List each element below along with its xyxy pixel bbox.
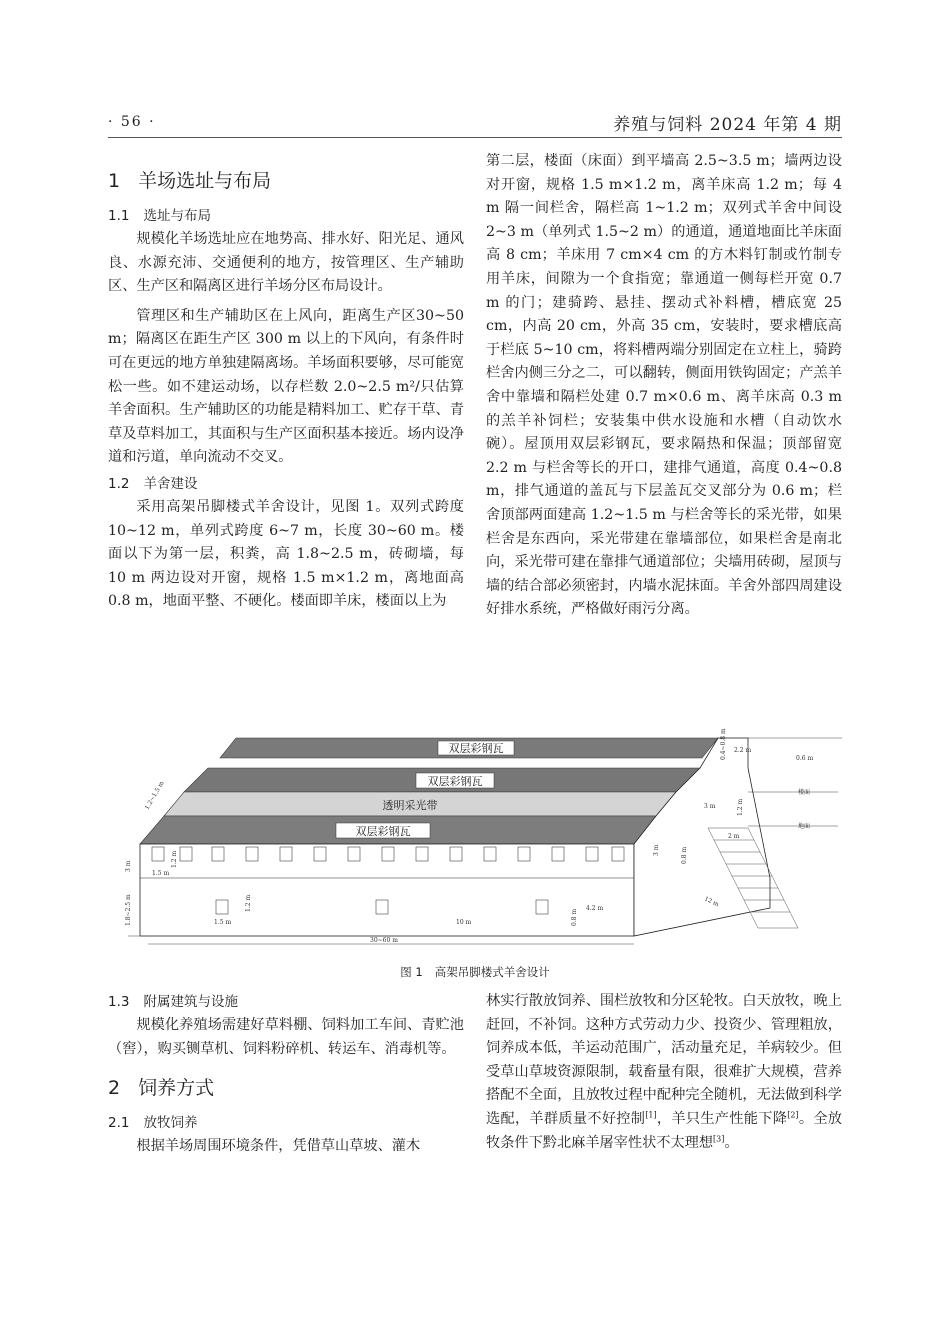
subsection-1-2-heading (108, 472, 464, 496)
subsection-title: 羊舍建设 (143, 475, 198, 492)
subsection-2-1-heading (108, 1111, 464, 1135)
subsection-number: 1.1 (108, 208, 130, 224)
dim-1-2m-c: 1.2 m (245, 894, 252, 912)
dim-1-5-b: 1.5 m (214, 919, 232, 926)
left-column-lower (108, 990, 464, 1159)
dim-10m: 10 m (456, 919, 472, 926)
subsection-1-1-heading (108, 204, 464, 228)
label-ground: 地面 (798, 823, 811, 830)
left-column-upper (108, 160, 464, 614)
section-title: 羊场选址与布局 (138, 170, 272, 192)
dim-12m: 12 m (703, 895, 720, 909)
page-number: · 56 · (108, 114, 156, 130)
dim-1-8: 1.8~2.5 m (125, 894, 132, 926)
dim-2-2: 2.2 m (734, 747, 752, 754)
paragraph: 采用高架吊脚楼式羊舍设计，见图 1。双列式跨度 10~12 m，单列式跨度 6~7 m，长度 30~60 m。楼面以下为第一层，积粪，高 1.8~2.5 m，砖砌墙，每 10 m 两边设对开窗，规格 1.5 m×1.2 m，离地面高 0.8 m，地面平整、不硬化。楼面即羊床，楼面以上为 (108, 498, 464, 610)
section-1-heading (108, 166, 464, 196)
dim-30-60m: 30~60 m (370, 937, 398, 944)
citation-1[interactable]: [1] (645, 1110, 657, 1120)
right-column-upper (486, 150, 842, 622)
dim-1-5-a: 1.5 m (152, 870, 170, 877)
paragraph-text: 林实行散放饲养、围栏放牧和分区轮牧。白天放牧，晚上赶回，不补饲。这种方式劳动力少、投资少、管理粗放，饲养成本低，羊运动范围广，活动量充足，羊病较少。但受草山草坡资源限制，载畜量有限，很难扩大规模，营养搭配不全面，且放牧过程中配种完全随机，无法做到科学选配，羊群质量不好控制 (486, 993, 842, 1127)
paragraph: 规模化羊场选址应在地势高、排水好、阳光足、通风良、水源充沛、交通便利的地方，按管理区、生产辅助区、生产区和隔离区进行羊场分区布局设计。 (108, 231, 464, 295)
caption-text: 高架吊脚楼式羊舍设计 (434, 965, 550, 979)
paragraph-text: 。 (724, 1134, 739, 1151)
paragraph: 管理区和生产辅助区在上风向，距离生产区30~50 m；隔离区在距生产区 300 m 以上的下风向，有条件时可在更远的地方单独建隔离场。羊场面积要够，尽可能宽松一些。如不建运动场，以存栏数 2.0~2.5 m²/只估算羊舍面积。生产辅助区的功能是精料加工、贮存干草、青草及草料加工，其面积与生产区面积基本接近。场内设净道和污道，单向流动不交叉。 (108, 307, 464, 466)
right-column-lower (486, 990, 842, 1155)
journal-title: 养殖与饲料 2024 年第 4 期 (613, 115, 842, 135)
paragraph: 规模化养殖场需建好草料棚、饲料加工车间、青贮池（窖），购买铡草机、饲料粉碎机、转运车、消毒机等。 (108, 1017, 464, 1057)
paragraph: 第二层，楼面（床面）到平墙高 2.5~3.5 m；墙两边设对开窗，规格 1.5 m×1.2 m，离羊床高 1.2 m；每 4 m 隔一间栏舍，隔栏高 1~1.2 m；双列式羊舍中间设 2~3 m（单列式 1.5~2 m）的通道，通道地面比羊床面高 8 cm；羊床用 7 cm×4 cm 的方木料钉制或竹制专用羊床，间隙为一个食指宽；靠通道一侧每栏开宽 0.7 m 的门；建骑跨、悬挂、摆动式补料槽，槽底宽 25 cm，内高 20 cm，外高 35 cm，安装时，要求槽底高于栏底 5~10 cm，将料槽两端分别固定在立柱上，骑跨栏舍内侧三分之二，可以翻转，侧面用铁钩固定；产羔羊舍中靠墙和隔栏处建 0.7 m×0.6 m、离羊床高 0.3 m 的羔羊补饲栏；安装集中供水设施和水槽（自动饮水碗）。屋顶用双层彩钢瓦，要求隔热和保温；顶部留宽 2.2 m 与栏舍等长的开口，建排气通道，高度 0.4~0.8 m，排气通道的盖瓦与下层盖瓦交叉部分为 0.6 m；栏舍顶部两面建高 1.2~1.5 m 与栏舍等长的采光带，如果栏舍是东西向，采光带建在靠墙部位，如果栏舍是南北向，采光带可建在靠排气通道部位；尖墙用砖砌，屋顶与墙的结合部必须密封，内墙水泥抹面。羊舍外部四周建设好排水系统，严格做好雨污分离。 (486, 153, 842, 618)
section-number: 2 (108, 1077, 121, 1100)
dim-light: 1.2~1.5 m (143, 780, 166, 811)
citation-3[interactable]: [3] (713, 1133, 725, 1143)
subsection-number: 2.1 (108, 1115, 130, 1132)
roof-upper-label: 双层彩钢瓦 (427, 775, 483, 788)
paragraph (486, 990, 842, 1155)
label-floor: 楼面 (798, 789, 811, 796)
dim-1-2m-v: 1.2 m (737, 798, 744, 816)
dim-3m-left: 3 m (125, 860, 132, 872)
dim-3m-top: 3 m (704, 803, 716, 810)
barn-diagram (108, 728, 842, 960)
upper-windows (152, 847, 624, 861)
dim-0-6: 0.6 m (796, 755, 814, 762)
roof-top-label: 双层彩钢瓦 (448, 742, 504, 755)
skylight-label: 透明采光带 (382, 799, 438, 812)
dim-3m-side: 3 m (653, 844, 660, 856)
dim-1-2m-b: 1.2 m (171, 850, 178, 868)
paragraph-text: ，羊只生产性能下降 (656, 1110, 788, 1127)
citation-2[interactable]: [2] (787, 1110, 799, 1120)
section-2-heading (108, 1073, 464, 1103)
paragraph: 根据羊场周围环境条件，凭借草山草坡、灌木 (136, 1138, 421, 1155)
paragraph-text: 。全放牧条件下黔北麻羊屠宰性状不太理想 (486, 1110, 842, 1151)
subsection-title: 放牧饲养 (143, 1115, 198, 1132)
figure-caption (0, 964, 950, 980)
subsection-title: 附属建筑与设施 (143, 994, 238, 1010)
roof-lower-label: 双层彩钢瓦 (355, 825, 411, 838)
header-rule (108, 137, 842, 138)
subsection-title: 选址与布局 (143, 208, 211, 224)
dim-0-8a: 0.8 m (571, 908, 578, 926)
section-title: 饲养方式 (138, 1077, 215, 1100)
caption-number: 图 1 (400, 965, 423, 979)
subsection-number: 1.3 (108, 994, 130, 1010)
section-number: 1 (108, 170, 121, 192)
dim-vent: 0.4~0.8 m (720, 728, 727, 760)
subsection-number: 1.2 (108, 475, 130, 492)
dim-4-2m: 4.2 m (586, 905, 604, 912)
dim-2m: 2 m (728, 833, 740, 840)
dim-0-8b: 0.8 m (681, 846, 688, 864)
subsection-1-3-heading (108, 990, 464, 1014)
